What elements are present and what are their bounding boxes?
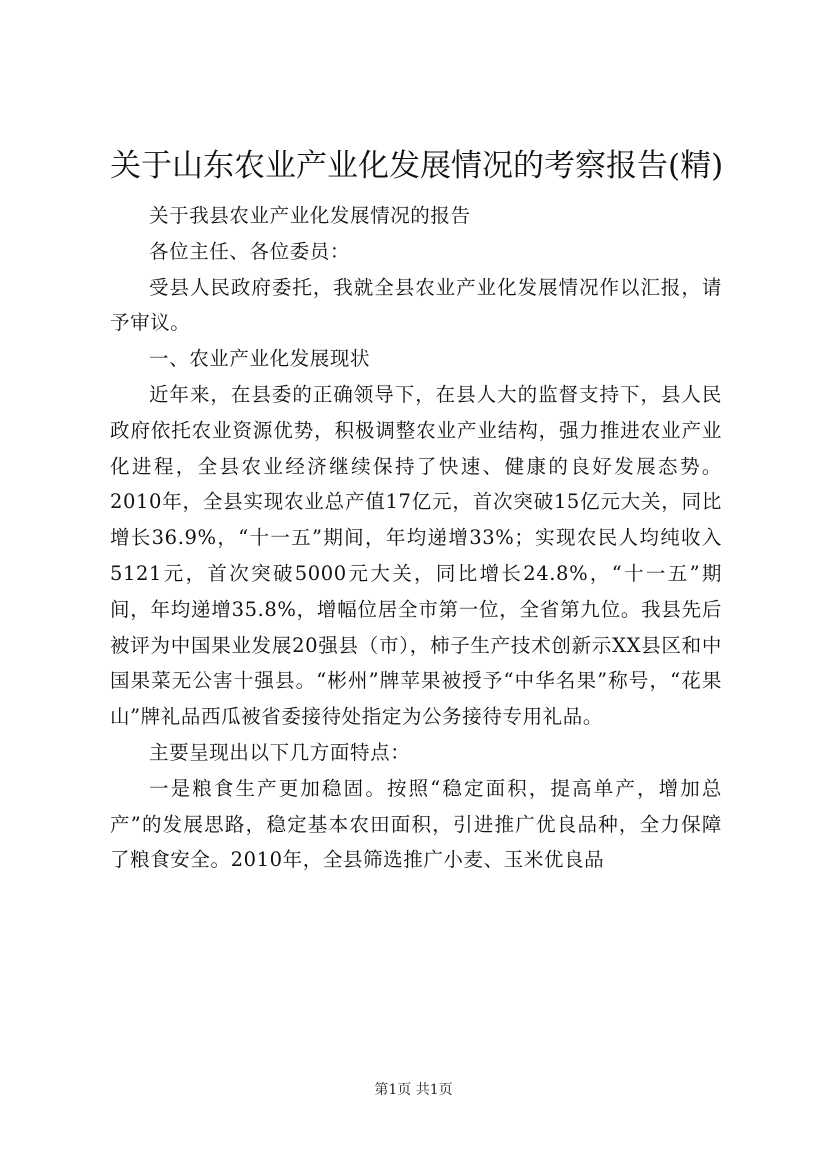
grain-paragraph: 一是粮食生产更加稳固。按照“稳定面积，提高单产，增加总产”的发展思路，稳定基本农田面积，引进推广优良品种，全力保障了粮食安全。2010年，全县筛选推广小麦、玉米优良品	[110, 776, 722, 872]
features-intro: 主要呈现出以下几方面特点：	[149, 740, 411, 764]
page-footer: 第1页 共1页	[374, 1082, 453, 1098]
status-paragraph: 近年来，在县委的正确领导下，在县人大的监督支持下，县人民政府依托农业资源优势，积极调整农业产业结构，强力推进农业产业化进程，全县农业经济继续保持了快速、健康的良好发展态势。2010年，全县实现农业总产值17亿元，首次突破15亿元大关，同比增长36.9%，“十一五”期间，年均递增33%；实现农民人均纯收入5121元，首次突破5000元大关，同比增长24.8%，“十一五”期间，年均递增35.8%，增幅位居全市第一位，全省第九位。我县先后被评为中国果业发展20强县（市），柿子生产技术创新示XX县区和中国果菜无公害十强县。“彬州”牌苹果被授予“中华名果”称号，“花果山”牌礼品西瓜被省委接待处指定为公务接待专用礼品。	[110, 382, 722, 729]
report-heading: 关于我县农业产业化发展情况的报告	[149, 204, 471, 227]
document-title: 关于山东农业产业化发展情况的考察报告(精)	[110, 148, 724, 184]
section-heading: 一、农业产业化发展现状	[149, 347, 371, 371]
document-body	[110, 198, 722, 878]
salutation: 各位主任、各位委员：	[149, 239, 351, 263]
intro-paragraph: 受县人民政府委托，我就全县农业产业化发展情况作以汇报，请予审议。	[110, 275, 722, 335]
